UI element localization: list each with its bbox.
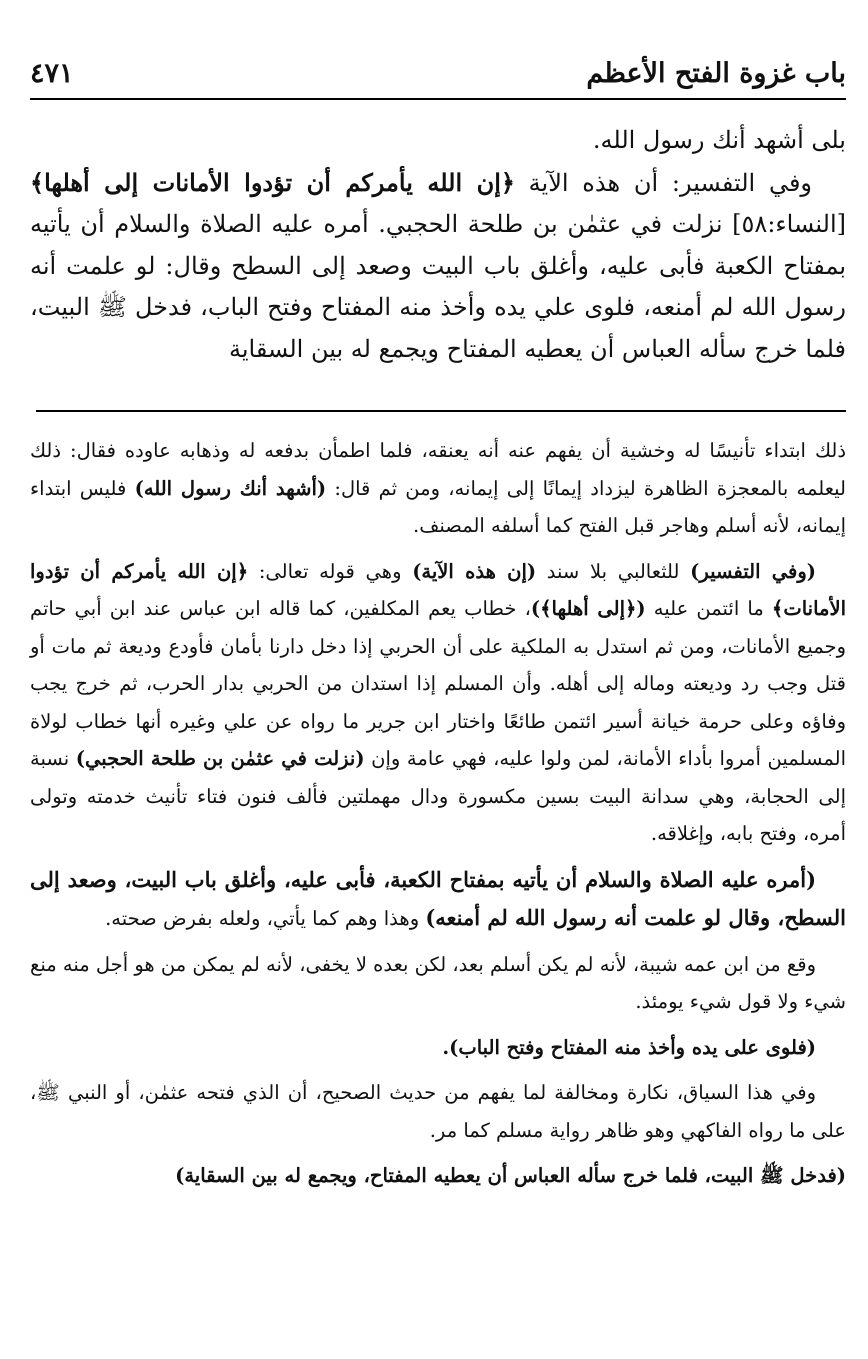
quoted-phrase: (﴿إلى أهلها﴾) — [530, 597, 646, 620]
commentary-run: ، خطاب يعم المكلفين، كما قاله ابن عباس عند ابن أبي حاتم وجميع الأمانات، ومن ثم استدل به الملكية على أن الحربي إذا دخل دارنا بأمان فأودع وديعة ثم مات أو قتل وجب رد وديعته وماله إلى أهله. وأن المسلم إذا استدان من الحربي بدار الحرب، ثم خرج يجب وفاؤه وعلى حرمة خيانة أسير ائتمن طائعًا واختار ابن جرير ما رواه عن علي وغيره أنها خطاب لولاة المسلمين أمروا بأداء الأمانة، لمن ولوا عليه، فهي عامة وإن — [30, 597, 846, 770]
commentary-run: وهي قوله تعالى: — [248, 559, 413, 583]
quoted-phrase: (أشهد أنك رسول الله) — [134, 476, 327, 500]
quran-verse: ﴿إن الله يأمركم أن تؤدوا الأمانات إلى أهلها﴾ — [30, 167, 515, 197]
main-paragraph-1: بلى أشهد أنك رسول الله. — [592, 126, 846, 154]
quoted-phrase: (إن هذه الآية) — [412, 559, 537, 583]
commentary-paragraph-1 — [30, 432, 846, 545]
commentary-run: ذلك ابتداء تأنيسًا له وخشية أن يفهم عنه أنه يعنقه، فلما اطمأن بدفعه له وذهابه عاوده فقال: ذلك ليعلمه بالمعجزة الظاهرة ليزداد إيمانًا إلى إيمانه، ومن ثم قال: — [30, 439, 846, 500]
commentary-paragraph-3 — [30, 861, 846, 938]
quoted-phrase: ﴿إن الله يأمركم أن تؤدوا الأمانات﴾ — [30, 559, 846, 620]
commentary-paragraph-6: وفي هذا السياق، نكارة ومخالفة لما يفهم من حديث الصحيح، أن الذي فتحه عثمٰن، أو النبي ﷺ، على ما رواه الفاكهي وهو ظاهر رواية مسلم كما مر. — [30, 1081, 846, 1142]
commentary-run: نسبة إلى الحجابة، وهي سدانة البيت بسين مكسورة ودال مهملتين فألف فنون فتاء تأنيث خدمته وتولى أمره، وفتح بابه، وإغلاقه. — [30, 747, 846, 845]
commentary-paragraph-4: وقع من ابن عمه شيبة، لأنه لم يكن أسلم بعد، لكن بعده لا يخفى، لأنه لم يمكن من هو أجل منه منع شيء ولا قول شيء يومئذ. — [30, 952, 846, 1013]
quoted-phrase: (نزلت في عثمٰن بن طلحة الحجبي) — [75, 747, 365, 770]
commentary-paragraph-5 — [30, 1029, 846, 1067]
commentary-run: ما ائتمن عليه — [645, 597, 772, 620]
page-number: ٤٧١ — [30, 57, 74, 89]
commentary-run: للثعالبي بلا سند — [536, 559, 691, 583]
main-text — [30, 120, 846, 370]
commentary-text — [30, 432, 846, 1203]
quoted-phrase: (وفي التفسير) — [690, 559, 816, 583]
quoted-phrase: (فدخل ﷺ البيت، فلما خرج سأله العباس أن يعطيه المفتاح، ويجمع له بين السقاية) — [175, 1164, 846, 1187]
commentary-paragraph-7 — [30, 1157, 846, 1195]
main-paragraph-2 — [30, 162, 846, 371]
quoted-phrase: (أمره عليه الصلاة والسلام أن يأتيه بمفتاح الكعبة، فأبى عليه، وأغلق باب البيت، وصعد إلى السطح، وقال لو علمت أنه رسول الله لم أمنعه) — [30, 866, 846, 930]
commentary-run: فليس ابتداء إيمانه، لأنه أسلم وهاجر قبل الفتح كما أسلفه المصنف. — [30, 476, 846, 537]
chapter-title: باب غزوة الفتح الأعظم — [586, 57, 846, 89]
quoted-phrase: (فلوى على يده وأخذ منه المفتاح وفتح الباب). — [442, 1035, 816, 1059]
separator-rule — [36, 410, 846, 412]
page-header — [30, 48, 846, 98]
commentary-paragraph-2 — [30, 553, 846, 853]
header-rule — [30, 98, 846, 100]
main-text-run: [النساء:٥٨] نزلت في عثمٰن بن طلحة الحجبي. أمره عليه الصلاة والسلام أن يأتيه بمفتاح الكعبة فأبى عليه، وأغلق باب البيت وصعد إلى السطح وقال: لو علمت أنه رسول الله لم أمنعه، فلوى علي يده وأخذ منه المفتاح وفتح الباب، فدخل ﷺ البيت، فلما خرج سأله العباس أن يعطيه المفتاح ويجمع له بين السقاية — [30, 210, 846, 363]
commentary-run: وهذا وهم كما يأتي، ولعله بفرض صحته. — [105, 907, 426, 930]
main-text-run: وفي التفسير: أن هذه الآية — [514, 168, 813, 197]
